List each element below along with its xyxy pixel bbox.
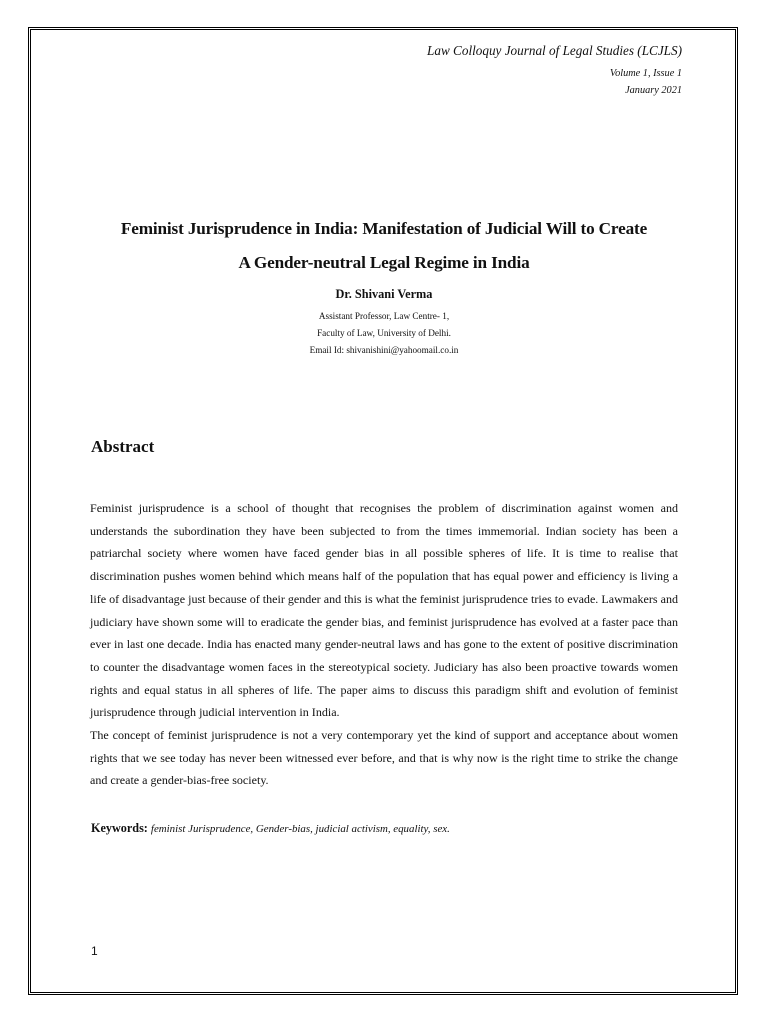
affiliation-position: Assistant Professor, Law Centre- 1, [318, 311, 450, 321]
journal-name: Law Colloquy Journal of Legal Studies (LCJLS) [427, 43, 682, 58]
publication-date: January 2021 [625, 85, 682, 97]
page-number: 1 [91, 944, 98, 958]
paper-title [70, 212, 698, 280]
abstract-paragraph-1: Feminist jurisprudence is a school of thought that recognises the problem of discrimination against women and understands the subordination they have been subjected to from the times immemorial. Indian society has been a patriarchal society where women have faced gender bias in all possible spheres of life. It is time to realise that discrimination pushes women behind which means half of the population that has equal power and efficiency is living a life of disadvantage just because of their gender and this is what the feminist jurisprudence tries to evade. Lawmakers and judiciary have shown some will to eradicate the gender bias, and feminist jurisprudence has evolved at a faster pace than ever in last one decade. India has enacted many gender-neutral laws and has gone to the extent of positive discrimination to counter the disadvantage women faces in the stereotypical society. Judiciary has also been proactive towards women rights and equal status in all spheres of life. The paper aims to discuss this paradigm shift and evolution of feminist jurisprudence through judicial intervention in India. [90, 501, 678, 720]
volume-issue: Volume 1, Issue 1 [609, 68, 682, 80]
author-email: Email Id: shivanishini@yahoomail.co.in [309, 345, 459, 355]
paper-title-line-2: A Gender-neutral Legal Regime in India [238, 253, 530, 272]
paper-title-line-1: Feminist Jurisprudence in India: Manifestation of Judicial Will to Create [120, 219, 648, 238]
author-affiliation [70, 308, 698, 359]
paper-title-block [70, 212, 698, 359]
author-name: Dr. Shivani Verma [335, 287, 433, 301]
journal-header [427, 44, 682, 99]
affiliation-institution: Faculty of Law, University of Delhi. [317, 328, 451, 338]
abstract-heading: Abstract [91, 437, 155, 456]
keywords-value: feminist Jurisprudence, Gender-bias, judicial activism, equality, sex. [150, 823, 450, 835]
abstract-paragraph-2: The concept of feminist jurisprudence is not a very contemporary yet the kind of support and acceptance about women rights that we see today has never been witnessed ever before, and that is why now is the right time to strike the change and create a gender-bias-free society. [90, 728, 678, 788]
abstract-body [90, 497, 678, 792]
keywords-label: Keywords: [91, 821, 148, 835]
keywords [91, 818, 678, 839]
